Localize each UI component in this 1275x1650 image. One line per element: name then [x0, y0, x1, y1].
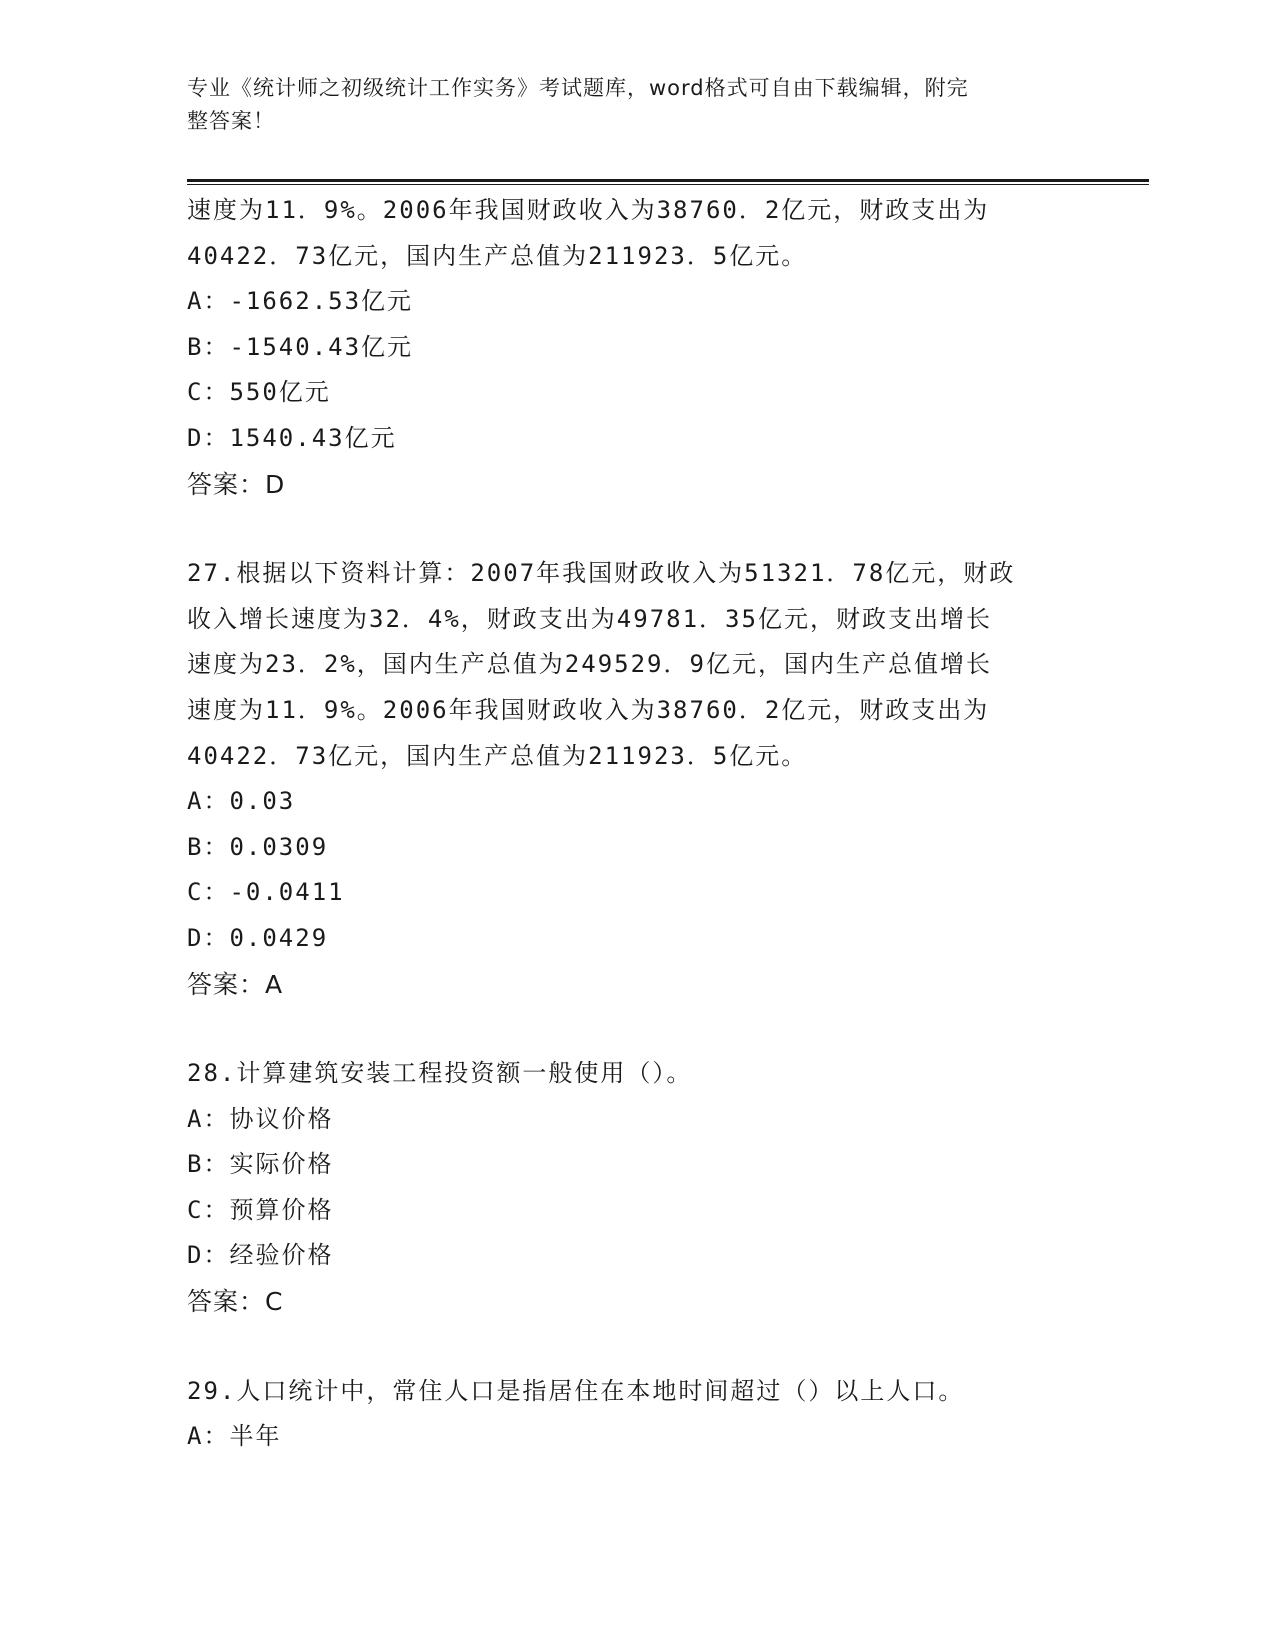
question-26-continuation — [187, 188, 1087, 507]
question-29 — [187, 1369, 1087, 1460]
option-d: D：0.0429 — [187, 923, 329, 952]
answer-key: 答案：C — [187, 1287, 284, 1317]
document-header — [187, 72, 1067, 138]
question-text-line: 40422．73亿元，国内生产总值为211923．5亿元。 — [187, 741, 808, 770]
question-28 — [187, 1051, 1087, 1325]
option-c: C：-0.0411 — [187, 878, 345, 907]
option-d: D：经验价格 — [187, 1241, 334, 1270]
question-text-line: 速度为23．2%，国内生产总值为249529．9亿元，国内生产总值增长 — [187, 650, 992, 679]
spacer — [187, 507, 1087, 551]
option-a: A：0.03 — [187, 787, 296, 816]
question-text-line: 27.根据以下资料计算：2007年我国财政收入为51321．78亿元，财政 — [187, 559, 1016, 588]
spacer — [187, 1007, 1087, 1051]
option-c: C：预算价格 — [187, 1195, 334, 1224]
answer-key: 答案：A — [187, 969, 284, 999]
header-line-2: 整答案！ — [187, 109, 275, 133]
option-b: B：0.0309 — [187, 832, 329, 861]
spacer — [187, 1325, 1087, 1369]
answer-key: 答案：D — [187, 469, 286, 499]
option-b: B：实际价格 — [187, 1150, 334, 1179]
option-b: B：-1540.43亿元 — [187, 332, 414, 361]
question-text-line: 收入增长速度为32．4%，财政支出为49781．35亿元，财政支出增长 — [187, 604, 992, 633]
option-a: A：-1662.53亿元 — [187, 287, 414, 316]
question-text-line: 速度为11．9%。2006年我国财政收入为38760．2亿元，财政支出为 — [187, 695, 990, 724]
header-divider-thin — [187, 184, 1149, 185]
question-list — [187, 188, 1087, 1460]
question-text-line: 29.人口统计中，常住人口是指居住在本地时间超过（）以上人口。 — [187, 1376, 965, 1405]
option-a: A：半年 — [187, 1422, 282, 1451]
header-divider-thick — [187, 179, 1149, 182]
header-line-1: 专业《统计师之初级统计工作实务》考试题库，word格式可自由下载编辑，附完 — [187, 76, 969, 100]
question-text-line: 速度为11．9%。2006年我国财政收入为38760．2亿元，财政支出为 — [187, 196, 990, 224]
option-d: D：1540.43亿元 — [187, 423, 397, 452]
question-27 — [187, 551, 1087, 1007]
option-c: C：550亿元 — [187, 378, 331, 407]
option-a: A：协议价格 — [187, 1104, 334, 1133]
question-text-line: 40422．73亿元，国内生产总值为211923．5亿元。 — [187, 241, 808, 270]
question-text-line: 28.计算建筑安装工程投资额一般使用（）。 — [187, 1059, 693, 1088]
